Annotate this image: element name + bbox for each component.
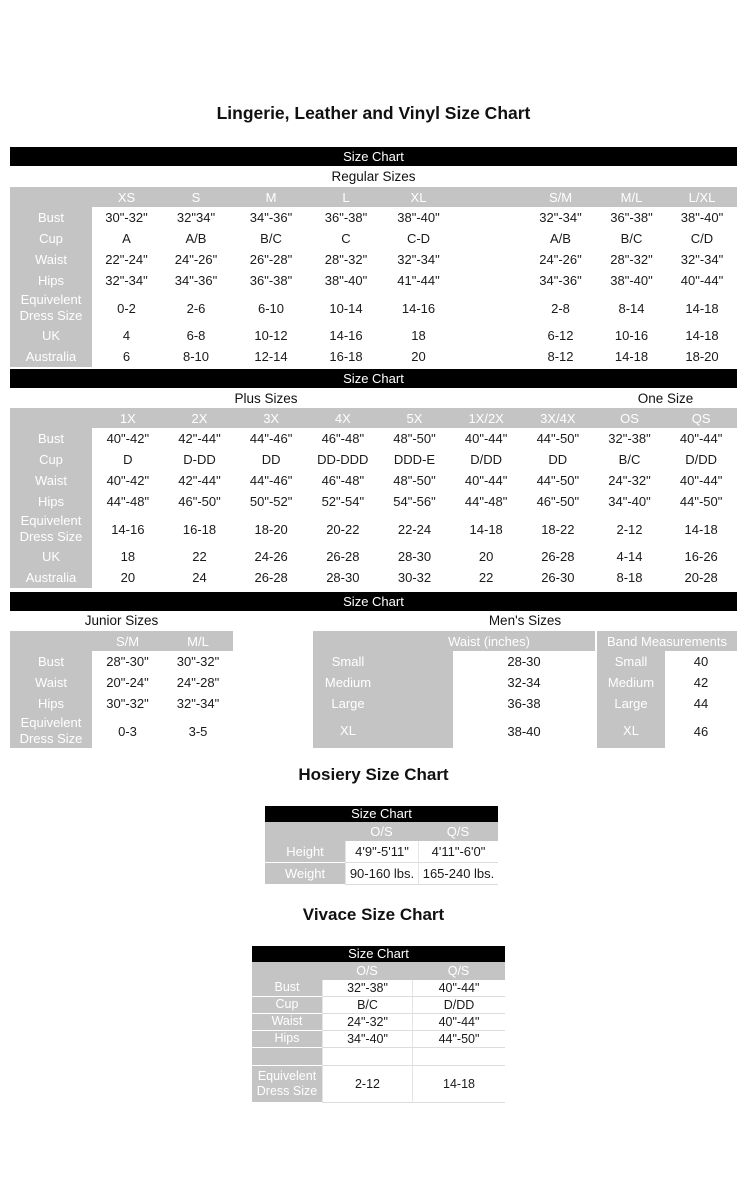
size-cell: 46"-48" xyxy=(307,470,379,491)
row-label: UK xyxy=(10,325,92,346)
row-label: Waist xyxy=(10,672,92,693)
size-cell: 30"-32" xyxy=(163,651,233,672)
size-cell: 26-28 xyxy=(307,546,379,567)
size-cell: 8-14 xyxy=(596,291,667,325)
column-header: 3X/4X xyxy=(522,408,594,428)
band-header: Band Measurements xyxy=(597,631,737,651)
size-cell: 16-26 xyxy=(665,546,737,567)
size-cell: 14-16 xyxy=(311,325,381,346)
size-cell: 165-240 lbs. xyxy=(418,863,498,885)
size-cell: 42"-44" xyxy=(164,470,236,491)
size-cell: 6-12 xyxy=(525,325,596,346)
column-header: O/S xyxy=(345,822,418,841)
size-cell: 30-32 xyxy=(379,567,451,588)
column-header: L/XL xyxy=(667,187,737,207)
size-cell: 54"-56" xyxy=(379,491,451,512)
band-cell: 42 xyxy=(665,672,737,693)
size-cell: 14-18 xyxy=(667,291,737,325)
header-corner-cell xyxy=(10,631,92,651)
size-cell: 32"-34" xyxy=(92,270,161,291)
column-header: M/L xyxy=(596,187,667,207)
size-cell: 10-16 xyxy=(596,325,667,346)
size-cell: 38"-40" xyxy=(311,270,381,291)
size-cell: 4'11"-6'0" xyxy=(418,841,498,863)
size-cell: D xyxy=(92,449,164,470)
size-chart-bar: Size Chart xyxy=(265,806,498,822)
mens-size-label: Medium xyxy=(313,672,383,693)
column-header: 1X/2X xyxy=(450,408,522,428)
spacer-cell xyxy=(322,1048,412,1066)
page-title: Lingerie, Leather and Vinyl Size Chart xyxy=(216,103,531,123)
size-cell: 18-20 xyxy=(667,346,737,367)
band-size-label: Small xyxy=(597,651,665,672)
row-label: Equivelent Dress Size xyxy=(10,291,92,325)
size-cell: D/DD xyxy=(665,449,737,470)
size-cell: 2-6 xyxy=(161,291,231,325)
column-header: XL xyxy=(381,187,456,207)
size-cell: 14-18 xyxy=(412,1066,505,1103)
row-label: Equivelent Dress Size xyxy=(10,714,92,748)
size-cell xyxy=(456,270,525,291)
size-cell: C-D xyxy=(381,228,456,249)
size-cell: 44"-50" xyxy=(522,428,594,449)
size-cell: 18 xyxy=(381,325,456,346)
row-label: Bust xyxy=(10,651,92,672)
size-cell xyxy=(456,325,525,346)
size-cell: 48"-50" xyxy=(379,470,451,491)
band-cell: 40 xyxy=(665,651,737,672)
size-cell: 26-28 xyxy=(235,567,307,588)
size-cell xyxy=(456,228,525,249)
size-cell: 40"-44" xyxy=(450,470,522,491)
size-cell xyxy=(456,346,525,367)
size-cell: 24-26 xyxy=(235,546,307,567)
row-label: Waist xyxy=(10,470,92,491)
size-chart-bar: Size Chart xyxy=(252,946,505,962)
plus-sizes-label-row xyxy=(10,388,737,408)
size-cell xyxy=(456,207,525,228)
label-filler-cell xyxy=(383,672,453,693)
column-header: L xyxy=(311,187,381,207)
size-cell: 16-18 xyxy=(164,512,236,546)
hosiery-table xyxy=(265,822,498,885)
column-header: 2X xyxy=(164,408,236,428)
row-label: Bust xyxy=(252,980,322,996)
size-cell: 32"-34" xyxy=(667,249,737,270)
row-label: Hips xyxy=(10,491,92,512)
row-label: Cup xyxy=(10,449,92,470)
size-cell: 14-16 xyxy=(381,291,456,325)
size-cell: 24"-32" xyxy=(594,470,666,491)
size-chart-bar: Size Chart xyxy=(10,369,737,388)
column-header: 5X xyxy=(379,408,451,428)
size-cell: 52"-54" xyxy=(307,491,379,512)
size-cell: 20-22 xyxy=(307,512,379,546)
regular-sizes-table xyxy=(10,187,737,367)
band-size-label: XL xyxy=(597,714,665,748)
size-cell: 6-10 xyxy=(231,291,311,325)
mens-sizes-table xyxy=(313,631,737,748)
size-cell: 32"-34" xyxy=(381,249,456,270)
header-corner-cell xyxy=(252,962,322,980)
size-cell: 90-160 lbs. xyxy=(345,863,418,885)
row-label: Hips xyxy=(10,270,92,291)
junior-sizes-table xyxy=(10,631,233,748)
size-cell: 4'9"-5'11" xyxy=(345,841,418,863)
size-cell: 34"-40" xyxy=(594,491,666,512)
size-cell: 20 xyxy=(381,346,456,367)
size-cell: 44"-46" xyxy=(235,470,307,491)
size-cell: 32"-34" xyxy=(525,207,596,228)
size-cell: B/C xyxy=(322,997,412,1014)
size-cell: 44"-48" xyxy=(450,491,522,512)
column-header: O/S xyxy=(322,962,412,980)
size-cell: 22-24 xyxy=(379,512,451,546)
column-header: S/M xyxy=(92,631,163,651)
size-cell: B/C xyxy=(596,228,667,249)
size-cell: 20 xyxy=(450,546,522,567)
column-header: S/M xyxy=(525,187,596,207)
size-cell: 0-3 xyxy=(92,714,163,748)
size-cell: 18 xyxy=(92,546,164,567)
size-cell: 28"-32" xyxy=(596,249,667,270)
junior-mens-section xyxy=(10,592,737,748)
row-label: Cup xyxy=(252,997,322,1013)
size-cell: 4-14 xyxy=(594,546,666,567)
size-cell: 22 xyxy=(450,567,522,588)
size-cell: 18-22 xyxy=(522,512,594,546)
size-cell: 6-8 xyxy=(161,325,231,346)
size-cell: 38"-40" xyxy=(667,207,737,228)
column-header: Q/S xyxy=(412,962,505,980)
regular-sizes-section xyxy=(10,147,737,367)
size-cell: 40"-42" xyxy=(92,470,164,491)
size-cell: 30"-32" xyxy=(92,693,163,714)
hosiery-section xyxy=(265,806,498,885)
size-cell: 42"-44" xyxy=(164,428,236,449)
waist-cell: 36-38 xyxy=(453,693,595,714)
spacer-cell xyxy=(412,1048,505,1066)
mens-size-label: XL xyxy=(313,714,383,748)
size-cell: 46"-50" xyxy=(164,491,236,512)
header-corner-cell xyxy=(10,187,92,207)
size-cell: 44"-50" xyxy=(412,1031,505,1048)
size-cell: D/DD xyxy=(450,449,522,470)
size-cell: 46"-48" xyxy=(307,428,379,449)
header-corner-cell xyxy=(265,822,345,841)
size-cell: 44"-48" xyxy=(92,491,164,512)
size-cell: A xyxy=(92,228,161,249)
junior-sizes-label: Junior Sizes xyxy=(84,613,159,628)
row-label: Height xyxy=(265,841,345,862)
row-label: Equivelent Dress Size xyxy=(10,512,92,546)
size-cell: 32"-34" xyxy=(163,693,233,714)
size-cell: 48"-50" xyxy=(379,428,451,449)
size-cell: 40"-44" xyxy=(667,270,737,291)
size-chart-bar: Size Chart xyxy=(10,592,737,611)
size-cell: D-DD xyxy=(164,449,236,470)
plus-sizes-label: Plus Sizes xyxy=(234,390,298,406)
size-cell: 20-28 xyxy=(665,567,737,588)
size-cell: A/B xyxy=(161,228,231,249)
waist-cell: 28-30 xyxy=(453,651,595,672)
size-cell: 41"-44" xyxy=(381,270,456,291)
size-cell: 24"-26" xyxy=(525,249,596,270)
size-cell: 24 xyxy=(164,567,236,588)
column-header: 1X xyxy=(92,408,164,428)
size-cell: B/C xyxy=(231,228,311,249)
band-size-label: Large xyxy=(597,693,665,714)
waist-header: Waist (inches) xyxy=(383,631,595,651)
header-pad-cell xyxy=(313,631,383,651)
size-cell: 8-18 xyxy=(594,567,666,588)
size-cell: 50"-52" xyxy=(235,491,307,512)
size-chart-bar: Size Chart xyxy=(10,147,737,166)
row-label: Waist xyxy=(252,1014,322,1030)
size-cell: 40"-44" xyxy=(450,428,522,449)
size-cell xyxy=(456,249,525,270)
size-cell: 2-12 xyxy=(594,512,666,546)
waist-cell: 32-34 xyxy=(453,672,595,693)
size-cell: 32"34" xyxy=(161,207,231,228)
size-cell: DD xyxy=(522,449,594,470)
spacer-cell xyxy=(252,1048,322,1065)
mens-size-label: Small xyxy=(313,651,383,672)
size-cell: 24"-26" xyxy=(161,249,231,270)
column-header: OS xyxy=(594,408,666,428)
size-cell: 26"-28" xyxy=(231,249,311,270)
plus-sizes-section xyxy=(10,369,737,588)
label-filler-cell xyxy=(383,714,453,748)
size-cell: 4 xyxy=(92,325,161,346)
size-cell: 34"-36" xyxy=(525,270,596,291)
size-cell: 10-12 xyxy=(231,325,311,346)
mens-sizes-column xyxy=(313,611,737,748)
size-cell: 36"-38" xyxy=(311,207,381,228)
row-label: Australia xyxy=(10,346,92,367)
size-cell: 28"-30" xyxy=(92,651,163,672)
size-cell: 12-14 xyxy=(231,346,311,367)
row-label: UK xyxy=(10,546,92,567)
vivace-table xyxy=(252,962,505,1103)
size-cell: 36"-38" xyxy=(596,207,667,228)
size-cell: 14-18 xyxy=(596,346,667,367)
one-size-label: One Size xyxy=(637,390,694,406)
size-cell: 22 xyxy=(164,546,236,567)
size-cell: 3-5 xyxy=(163,714,233,748)
row-label: Waist xyxy=(10,249,92,270)
row-label: Equivelent Dress Size xyxy=(252,1066,322,1102)
size-cell: C/D xyxy=(667,228,737,249)
size-cell: 28-30 xyxy=(307,567,379,588)
row-label: Australia xyxy=(10,567,92,588)
size-cell: 16-18 xyxy=(311,346,381,367)
column-header xyxy=(456,187,525,207)
size-cell: 14-18 xyxy=(667,325,737,346)
size-cell: 8-10 xyxy=(161,346,231,367)
vivace-title: Vivace Size Chart xyxy=(302,905,445,924)
column-header: 3X xyxy=(235,408,307,428)
row-label: Bust xyxy=(10,428,92,449)
band-size-label: Medium xyxy=(597,672,665,693)
size-cell: 14-16 xyxy=(92,512,164,546)
size-cell: 32"-38" xyxy=(322,980,412,997)
column-header: XS xyxy=(92,187,161,207)
size-cell: D/DD xyxy=(412,997,505,1014)
size-cell: 8-12 xyxy=(525,346,596,367)
size-cell: DD-DDD xyxy=(307,449,379,470)
hosiery-title: Hosiery Size Chart xyxy=(298,765,449,784)
size-cell: 24"-28" xyxy=(163,672,233,693)
size-cell: 28"-32" xyxy=(311,249,381,270)
size-cell: 34"-36" xyxy=(161,270,231,291)
size-cell: DDD-E xyxy=(379,449,451,470)
column-header: S xyxy=(161,187,231,207)
band-cell: 44 xyxy=(665,693,737,714)
size-cell: 22"-24" xyxy=(92,249,161,270)
size-cell xyxy=(456,291,525,325)
size-cell: 20 xyxy=(92,567,164,588)
column-header: 4X xyxy=(307,408,379,428)
size-cell: B/C xyxy=(594,449,666,470)
size-cell: 2-12 xyxy=(322,1066,412,1103)
size-cell: 2-8 xyxy=(525,291,596,325)
regular-sizes-label: Regular Sizes xyxy=(331,169,416,184)
junior-mens-tables-row xyxy=(10,611,737,748)
size-cell: 44"-46" xyxy=(235,428,307,449)
label-filler-cell xyxy=(383,693,453,714)
header-corner-cell xyxy=(10,408,92,428)
size-cell: 40"-44" xyxy=(665,428,737,449)
size-cell: 44"-50" xyxy=(522,470,594,491)
size-cell: 28-30 xyxy=(379,546,451,567)
size-cell: 38"-40" xyxy=(381,207,456,228)
size-cell: 34"-36" xyxy=(231,207,311,228)
size-cell: 40"-44" xyxy=(412,980,505,997)
regular-sizes-label-row xyxy=(10,166,737,187)
row-label: Weight xyxy=(265,863,345,884)
band-cell: 46 xyxy=(665,714,737,748)
size-cell: 6 xyxy=(92,346,161,367)
size-cell: 34"-40" xyxy=(322,1031,412,1048)
size-cell: 26-28 xyxy=(522,546,594,567)
size-cell: 40"-44" xyxy=(412,1014,505,1031)
size-cell: C xyxy=(311,228,381,249)
size-cell: 14-18 xyxy=(450,512,522,546)
size-cell: 40"-44" xyxy=(665,470,737,491)
column-header: M xyxy=(231,187,311,207)
size-cell: 40"-42" xyxy=(92,428,164,449)
size-cell: 36"-38" xyxy=(231,270,311,291)
row-label: Hips xyxy=(252,1031,322,1047)
size-cell: 24"-32" xyxy=(322,1014,412,1031)
mens-sizes-label: Men's Sizes xyxy=(488,613,562,628)
waist-cell: 38-40 xyxy=(453,714,595,748)
mens-size-label: Large xyxy=(313,693,383,714)
size-cell: 0-2 xyxy=(92,291,161,325)
size-cell: 38"-40" xyxy=(596,270,667,291)
label-filler-cell xyxy=(383,651,453,672)
size-cell: 46"-50" xyxy=(522,491,594,512)
size-cell: 18-20 xyxy=(235,512,307,546)
vivace-section xyxy=(252,946,505,1103)
row-label: Hips xyxy=(10,693,92,714)
plus-sizes-table xyxy=(10,408,737,588)
column-header: Q/S xyxy=(418,822,498,841)
junior-sizes-column xyxy=(10,611,233,748)
size-cell: 14-18 xyxy=(665,512,737,546)
column-header: M/L xyxy=(163,631,233,651)
size-cell: 26-30 xyxy=(522,567,594,588)
row-label: Cup xyxy=(10,228,92,249)
size-cell: DD xyxy=(235,449,307,470)
column-header: QS xyxy=(665,408,737,428)
size-cell: 10-14 xyxy=(311,291,381,325)
row-label: Bust xyxy=(10,207,92,228)
size-cell: 20"-24" xyxy=(92,672,163,693)
size-cell: 30"-32" xyxy=(92,207,161,228)
size-cell: 44"-50" xyxy=(665,491,737,512)
size-cell: A/B xyxy=(525,228,596,249)
size-cell: 32"-38" xyxy=(594,428,666,449)
